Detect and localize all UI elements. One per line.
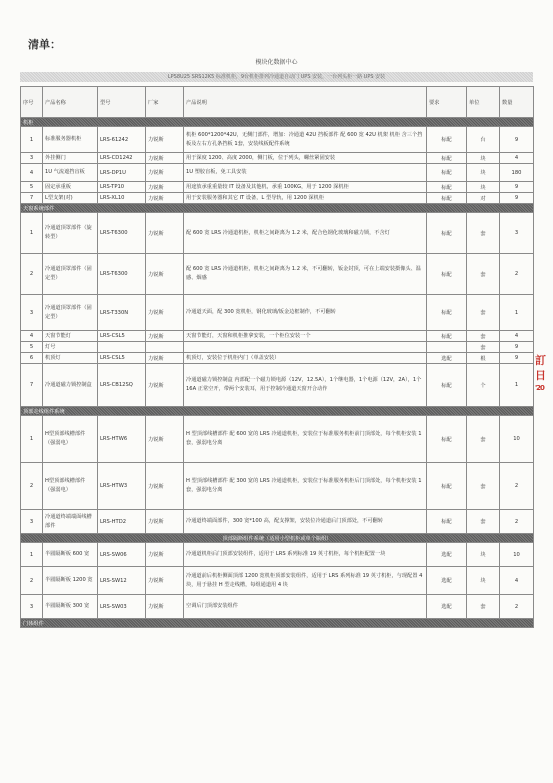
cell-qty: 9 [500,342,534,353]
cell-name: 天窗节能灯 [43,331,98,342]
cell-unit: 套 [467,331,500,342]
cell-name: 半圆隔断板 300 宽 [43,595,98,619]
stamp-line-2: 日 [535,368,545,382]
cell-qty: 10 [500,543,534,567]
cell-req: 标配 [427,510,467,534]
cell-qty: 10 [500,416,534,463]
cell-unit: 套 [467,416,500,463]
cell-req: 标配 [427,331,467,342]
cell-name: 冷通道顶罩部件（旋转型） [43,213,98,254]
cell-seq: 5 [21,182,43,193]
cell-maker: 力锐斯 [146,543,184,567]
cell-name: 1U 气流遮挡盲板 [43,164,98,182]
cell-unit: 套 [467,463,500,510]
cell-maker: 力锐斯 [146,182,184,193]
cell-desc: 配 600 宽 LRS 冷通道机柜，机柜之间距离为 1.2 米，配合色钢化玻璃和磁力锁，不含灯 [184,213,427,254]
cell-desc: 用途放承重重量较 IT 设备及其他机，承重 100KG，用于 1200 深机柜 [184,182,427,193]
cell-maker: 力锐斯 [146,295,184,331]
cell-unit: 根 [467,353,500,364]
cell-unit: 块 [467,543,500,567]
cell-desc: 天窗节能灯，天窗和机柜推拿安装，一个柜位安装一个 [184,331,427,342]
table-row [21,153,534,164]
header-desc: 产品说明 [184,87,427,118]
cell-desc: 机顶灯，安装位于机柜内门（单盖安装） [184,353,427,364]
cell-seq: 6 [21,353,43,364]
cell-req: 标配 [427,153,467,164]
cell-desc: 冷通道机柜后门顶部安装组件，适用于 LRS 系列标准 19 英寸机柜，每个机柜配置一块 [184,543,427,567]
cell-seq: 3 [21,595,43,619]
cell-maker: 力锐斯 [146,463,184,510]
cell-seq: 1 [21,127,43,153]
cell-desc: 配 600 宽 LRS 冷通道机柜，机柜之间距离为 1.2 米，不可翻转，钣金封顶，可在上端安装摄像头、温感、烟感 [184,254,427,295]
cell-maker: 力锐斯 [146,213,184,254]
cell-unit: 对 [467,193,500,204]
section-title: 机柜 [21,118,534,127]
cell-maker: 力锐斯 [146,164,184,182]
table-row [21,543,534,567]
cell-seq: 7 [21,193,43,204]
cell-maker: 力锐斯 [146,193,184,204]
cell-req [427,342,467,353]
cell-req: 标配 [427,463,467,510]
section-header [21,204,534,213]
cell-unit: 套 [467,342,500,353]
cell-model: LRS-T6300 [98,254,146,295]
section-header [21,619,534,628]
header-name: 产品名称 [43,87,98,118]
cell-seq: 3 [21,295,43,331]
cell-seq: 3 [21,510,43,534]
cell-desc: 冷通道终端面部件，300 宽*100 高，配支撑架，安装位冷通道后门顶部处，不可翻转 [184,510,427,534]
cell-qty: 2 [500,595,534,619]
header-qty: 数量 [500,87,534,118]
cell-qty: 2 [500,510,534,534]
cell-qty: 9 [500,193,534,204]
cell-name: 冷通道磁力锁控制盒 [43,364,98,407]
cell-maker: 力锐斯 [146,353,184,364]
cell-name: 半圆隔断板 1200 宽 [43,567,98,595]
cell-unit: 套 [467,254,500,295]
stamp-line-3: '20 [535,383,544,392]
section-header [21,407,534,416]
cell-unit: 台 [467,127,500,153]
cell-name: 标准服务器机柜 [43,127,98,153]
cell-maker [146,342,184,353]
cell-name: H型顶部线槽部件（强弱电） [43,463,98,510]
cell-qty: 2 [500,254,534,295]
cell-model: LRS-HTW6 [98,416,146,463]
cell-name: 固定承重板 [43,182,98,193]
cell-name: L型支架(对) [43,193,98,204]
cell-name: 外挂侧门 [43,153,98,164]
project-banner: LPS8U25 SRS12K5 标准机柜，9台机柜排列冷通道自动门 UPS 安装，一台列头柜一路 UPS 安装 [20,72,533,82]
cell-desc: 机柜 600*1200*42U，无侧门部件，增加：冷通道 42U 挡板部件 配 600 宽 42U 机架 机柜 含三个挡板及左右方孔条挡板 1套，安装线板配件系统 [184,127,427,153]
cell-desc: 冷通道前后机柜侧面顶部 1200 宽机柜顶部安装组件，适用于 LRS 系列标准 19 英寸机柜，与现配置 4 块，用于悬挂 H 型走线槽，每组通道用 4 块 [184,567,427,595]
cell-maker: 力锐斯 [146,254,184,295]
table-row [21,193,534,204]
cell-model: LRS-CB12SQ [98,364,146,407]
cell-req: 标配 [427,164,467,182]
red-stamp [535,354,553,434]
cell-name: 冷通道顶罩部件（固定型） [43,254,98,295]
cell-seq: 1 [21,416,43,463]
cell-desc: 冷通道天面，配 300 宽机柜，钢化玻璃/钣金边框制作，不可翻转 [184,295,427,331]
cell-model: LRS-DP1U [98,164,146,182]
cell-name: 机顶灯 [43,353,98,364]
cell-model: LRS-T330N [98,295,146,331]
table-row [21,510,534,534]
equipment-table [20,86,534,628]
cell-unit: 块 [467,182,500,193]
cell-maker: 力锐斯 [146,331,184,342]
cell-qty: 2 [500,463,534,510]
cell-model: LRS-SW06 [98,543,146,567]
section-title: 顶部隔断组件系统（适用小型机柜或单个瓶组） [21,534,534,543]
header-model: 型号 [98,87,146,118]
cell-model: LRS-CSL5 [98,331,146,342]
cell-req: 选配 [427,543,467,567]
section-title: 门体组件 [21,619,534,628]
header-req: 要求 [427,87,467,118]
table-row [21,164,534,182]
cell-qty: 1 [500,364,534,407]
cell-seq: 1 [21,213,43,254]
cell-req: 标配 [427,416,467,463]
cell-desc: 空调后门顶部安装组件 [184,595,427,619]
cell-model: LRS-SW03 [98,595,146,619]
cell-maker: 力锐斯 [146,153,184,164]
cell-model: LRS-HTD2 [98,510,146,534]
section-header [21,534,534,543]
cell-qty: 1 [500,295,534,331]
table-row [21,213,534,254]
cell-req: 选配 [427,567,467,595]
cell-seq: 4 [21,331,43,342]
cell-maker: 力锐斯 [146,416,184,463]
cell-desc: 用于安装服务器和其它 IT 设备，L 型导轨，用 1200 深机柜 [184,193,427,204]
cell-req: 标配 [427,364,467,407]
cell-name: 半圆隔断板 600 宽 [43,543,98,567]
table-body [21,118,534,628]
cell-maker: 力锐斯 [146,510,184,534]
section-title: 顶部走线组件系统 [21,407,534,416]
table-row [21,254,534,295]
cell-model: LRS-XL10 [98,193,146,204]
header-maker: 厂家 [146,87,184,118]
table-row [21,127,534,153]
cell-req: 选配 [427,353,467,364]
cell-seq: 2 [21,567,43,595]
cell-maker: 力锐斯 [146,567,184,595]
stamp-line-1: 訂 [535,354,545,367]
table-row [21,463,534,510]
cell-seq: 3 [21,153,43,164]
cell-req: 标配 [427,254,467,295]
cell-unit: 块 [467,164,500,182]
cell-seq: 4 [21,164,43,182]
cell-model: LRS-TP10 [98,182,146,193]
table-header-row [21,87,534,118]
cell-req: 选配 [427,595,467,619]
cell-unit: 套 [467,510,500,534]
cell-maker: 力锐斯 [146,364,184,407]
cell-name: 灯号 [43,342,98,353]
cell-req: 标配 [427,213,467,254]
page-heading: 清单： [28,38,61,51]
cell-req: 标配 [427,193,467,204]
table-row [21,295,534,331]
cell-name: 冷通道终端端面线槽部件 [43,510,98,534]
table-row [21,182,534,193]
cell-seq: 5 [21,342,43,353]
cell-desc: H 型顶部线槽部件 配 300 宽的 LRS 冷通道机柜，安装位于标准服务机柜后门顶部处，每个机柜安装 1 套，强弱电分离 [184,463,427,510]
cell-name: H型顶部线槽部件（强弱电） [43,416,98,463]
table-row [21,353,534,364]
cell-desc: H 型顶部线槽部件 配 600 宽的 LRS 冷通道机柜，安装位于标准服务机柜前门顶部处，每个机柜安装 1 套，强弱电分离 [184,416,427,463]
cell-model: LRS-CD1242 [98,153,146,164]
section-title: 天窗系统部件 [21,204,534,213]
cell-qty: 9 [500,353,534,364]
table-row [21,416,534,463]
cell-seq: 1 [21,543,43,567]
cell-model: LRS-T6300 [98,213,146,254]
table-row [21,331,534,342]
cell-model [98,342,146,353]
cell-maker: 力锐斯 [146,127,184,153]
cell-desc [184,342,427,353]
table-row [21,364,534,407]
cell-qty: 180 [500,164,534,182]
cell-seq: 2 [21,463,43,510]
cell-model: LRS-HTW3 [98,463,146,510]
cell-unit: 套 [467,595,500,619]
cell-qty: 4 [500,153,534,164]
cell-unit: 个 [467,364,500,407]
cell-seq: 2 [21,254,43,295]
cell-model: LRS-CSL5 [98,353,146,364]
cell-qty: 3 [500,213,534,254]
cell-req: 标配 [427,182,467,193]
table-row [21,567,534,595]
cell-model: LRS-SW12 [98,567,146,595]
cell-req: 标配 [427,295,467,331]
cell-unit: 块 [467,153,500,164]
cell-desc: 冷通道磁力锁控制盒 内部配一个磁力锁电源（12V，12.5A），1个继电器，1个电源（12V，2A），1个 16A 正常空开，带两个安装耳，用于控制冷通道天窗开合动作 [184,364,427,407]
cell-desc: 用于深度 1200、高度 2000，侧门板，位于列头，螺丝紧固安装 [184,153,427,164]
cell-qty: 4 [500,331,534,342]
table-row [21,342,534,353]
cell-qty: 9 [500,182,534,193]
cell-seq: 7 [21,364,43,407]
cell-req: 标配 [427,127,467,153]
cell-qty: 9 [500,127,534,153]
header-seq: 序号 [21,87,43,118]
table-row [21,595,534,619]
cell-model: LRS-61242 [98,127,146,153]
section-header [21,118,534,127]
cell-maker: 力锐斯 [146,595,184,619]
cell-unit: 套 [467,213,500,254]
cell-qty: 4 [500,567,534,595]
header-unit: 单位 [467,87,500,118]
cell-unit: 套 [467,295,500,331]
cell-unit: 块 [467,567,500,595]
cell-name: 冷通道顶罩部件（固定型） [43,295,98,331]
cell-desc: 1U 塑胶盲板，免工具安装 [184,164,427,182]
center-title: 模块化数据中心 [255,59,298,66]
